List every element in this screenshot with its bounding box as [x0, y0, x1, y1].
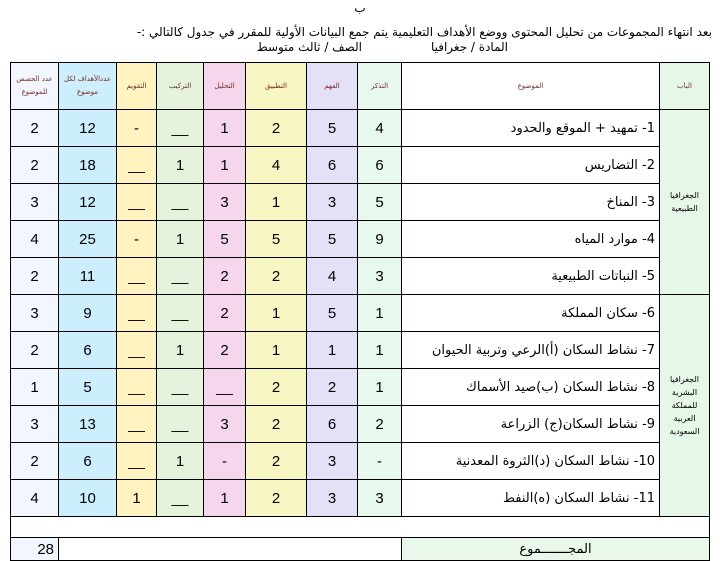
spacer-cell — [11, 517, 710, 538]
topic-cell: 11- نشاط السكان (ه)النفط — [402, 480, 660, 517]
application-cell: 2 — [246, 258, 307, 295]
synthesis-cell: __ — [157, 110, 204, 147]
col-header-application: التطبيق — [246, 63, 307, 110]
col-header-understanding: الفهم — [307, 63, 358, 110]
remembering-cell: 3 — [358, 258, 402, 295]
section-label-line: العربية — [673, 414, 696, 423]
synthesis-cell: __ — [157, 295, 204, 332]
analysis-cell: - — [204, 443, 246, 480]
understanding-cell: 5 — [307, 295, 358, 332]
remembering-cell: 3 — [358, 480, 402, 517]
table-row — [11, 110, 710, 147]
evaluation-cell: - — [117, 110, 157, 147]
total-row — [11, 538, 710, 561]
section-label-line: الجغرافيا — [670, 375, 699, 384]
col-header-topic: الموضوع — [402, 63, 660, 110]
section-label-line: الطبيعية — [671, 204, 698, 213]
remembering-cell: 1 — [358, 332, 402, 369]
total-days-value: 28 — [11, 538, 59, 561]
remembering-cell: 9 — [358, 221, 402, 258]
col-header-synthesis: التركيب — [157, 63, 204, 110]
topic-cell: 3- المناخ — [402, 184, 660, 221]
evaluation-cell: __ — [117, 147, 157, 184]
remembering-cell: 6 — [358, 147, 402, 184]
col-header-days: عدد الحصص للموضوع — [11, 63, 59, 110]
synthesis-cell: 1 — [157, 147, 204, 184]
evaluation-cell: __ — [117, 184, 157, 221]
topic-cell: 2- التضاريس — [402, 147, 660, 184]
application-cell: 2 — [246, 110, 307, 147]
topic-cell: 9- نشاط السكان(ج) الزراعة — [402, 406, 660, 443]
synthesis-cell: 1 — [157, 443, 204, 480]
application-cell: 1 — [246, 332, 307, 369]
evaluation-cell: 1 — [117, 480, 157, 517]
evaluation-cell: __ — [117, 295, 157, 332]
spacer-row — [11, 517, 710, 538]
analysis-cell: 2 — [204, 295, 246, 332]
total-label: المجـــــــموع — [402, 538, 710, 561]
application-cell: 5 — [246, 221, 307, 258]
remembering-cell: - — [358, 443, 402, 480]
table-row — [11, 332, 710, 369]
evaluation-cell: __ — [117, 443, 157, 480]
analysis-cell: 3 — [204, 406, 246, 443]
objectives-cell: 9 — [59, 295, 117, 332]
analysis-cell: 2 — [204, 258, 246, 295]
synthesis-cell: __ — [157, 369, 204, 406]
synthesis-cell: __ — [157, 406, 204, 443]
remembering-cell: 4 — [358, 110, 402, 147]
understanding-cell: 4 — [307, 258, 358, 295]
objectives-cell: 6 — [59, 443, 117, 480]
table-row — [11, 480, 710, 517]
application-cell: 1 — [246, 184, 307, 221]
days-cell: 2 — [11, 147, 59, 184]
analysis-cell: 1 — [204, 110, 246, 147]
objectives-cell: 12 — [59, 184, 117, 221]
understanding-cell: 3 — [307, 480, 358, 517]
objectives-cell: 6 — [59, 332, 117, 369]
analysis-cell: 1 — [204, 147, 246, 184]
remembering-cell: 5 — [358, 184, 402, 221]
synthesis-cell: __ — [157, 184, 204, 221]
subject-label: المادة / جغرافيا — [430, 40, 508, 54]
objectives-cell: 25 — [59, 221, 117, 258]
table-row — [11, 443, 710, 480]
understanding-cell: 1 — [307, 332, 358, 369]
section-natural-geography — [660, 110, 710, 295]
intro-text: بعد انتهاء المجموعات من تحليل المحتوى ووضع الأهداف التعليمية يتم جمع البيانات الأولية للمقرر في جدول كالتالي :- — [136, 25, 712, 39]
section-label-line: الجغرافيا — [670, 191, 699, 200]
col-header-evaluation: التقويم — [117, 63, 157, 110]
table-row — [11, 147, 710, 184]
days-cell: 2 — [11, 332, 59, 369]
col-header-objectives: عددالأهداف لكل موضوع — [59, 63, 117, 110]
application-cell: 2 — [246, 369, 307, 406]
understanding-cell: 3 — [307, 184, 358, 221]
topic-cell: 4- موارد المياه — [402, 221, 660, 258]
section-human-geography — [660, 295, 710, 517]
total-blank-cell — [59, 538, 402, 561]
topic-cell: 6- سكان المملكة — [402, 295, 660, 332]
header-row — [11, 63, 710, 110]
remembering-cell: 2 — [358, 406, 402, 443]
days-cell: 3 — [11, 295, 59, 332]
remembering-cell: 1 — [358, 295, 402, 332]
evaluation-cell: __ — [117, 332, 157, 369]
col-header-section: الباب — [660, 63, 710, 110]
application-cell: 2 — [246, 443, 307, 480]
application-cell: 1 — [246, 295, 307, 332]
objectives-cell: 5 — [59, 369, 117, 406]
understanding-cell: 6 — [307, 147, 358, 184]
col-header-remembering: التذكر — [358, 63, 402, 110]
application-cell: 4 — [246, 147, 307, 184]
days-cell: 4 — [11, 221, 59, 258]
objectives-cell: 10 — [59, 480, 117, 517]
days-cell: 3 — [11, 406, 59, 443]
section-label-line: السعودية — [669, 427, 700, 436]
days-cell: 2 — [11, 110, 59, 147]
objectives-cell: 12 — [59, 110, 117, 147]
days-cell: 2 — [11, 443, 59, 480]
evaluation-cell: __ — [117, 258, 157, 295]
synthesis-cell: __ — [157, 258, 204, 295]
application-cell: 2 — [246, 480, 307, 517]
analysis-cell: __ — [204, 369, 246, 406]
days-cell: 2 — [11, 258, 59, 295]
section-label-line: البشرية — [671, 388, 698, 397]
table-row — [11, 258, 710, 295]
section-label-line: للمملكة — [671, 401, 698, 410]
table-row — [11, 295, 710, 332]
objectives-cell: 13 — [59, 406, 117, 443]
topic-cell: 5- النباتات الطبيعية — [402, 258, 660, 295]
table-row — [11, 184, 710, 221]
evaluation-cell: __ — [117, 406, 157, 443]
understanding-cell: 3 — [307, 443, 358, 480]
days-cell: 3 — [11, 184, 59, 221]
synthesis-cell: 1 — [157, 221, 204, 258]
topic-cell: 10- نشاط السكان (د)الثروة المعدنية — [402, 443, 660, 480]
objectives-cell: 18 — [59, 147, 117, 184]
analysis-cell: 5 — [204, 221, 246, 258]
topic-cell: 7- نشاط السكان (أ)الرعي وتربية الحيوان — [402, 332, 660, 369]
analysis-cell: 1 — [204, 480, 246, 517]
understanding-cell: 6 — [307, 406, 358, 443]
grade-label: الصف / ثالث متوسط — [256, 40, 362, 54]
remembering-cell: 1 — [358, 369, 402, 406]
understanding-cell: 2 — [307, 369, 358, 406]
days-cell: 4 — [11, 480, 59, 517]
table-row — [11, 406, 710, 443]
col-header-analysis: التحليل — [204, 63, 246, 110]
analysis-cell: 3 — [204, 184, 246, 221]
evaluation-cell: - — [117, 221, 157, 258]
topic-cell: 1- تمهيد + الموقع والحدود — [402, 110, 660, 147]
topic-cell: 8- نشاط السكان (ب)صيد الأسماك — [402, 369, 660, 406]
table-row — [11, 369, 710, 406]
synthesis-cell: 1 — [157, 332, 204, 369]
understanding-cell: 5 — [307, 110, 358, 147]
days-cell: 1 — [11, 369, 59, 406]
application-cell: 2 — [246, 406, 307, 443]
content-analysis-table — [10, 62, 710, 561]
synthesis-cell: __ — [157, 480, 204, 517]
evaluation-cell: __ — [117, 369, 157, 406]
understanding-cell: 5 — [307, 221, 358, 258]
objectives-cell: 11 — [59, 258, 117, 295]
table-row — [11, 221, 710, 258]
analysis-cell: 2 — [204, 332, 246, 369]
page-marker: ب — [354, 1, 366, 15]
